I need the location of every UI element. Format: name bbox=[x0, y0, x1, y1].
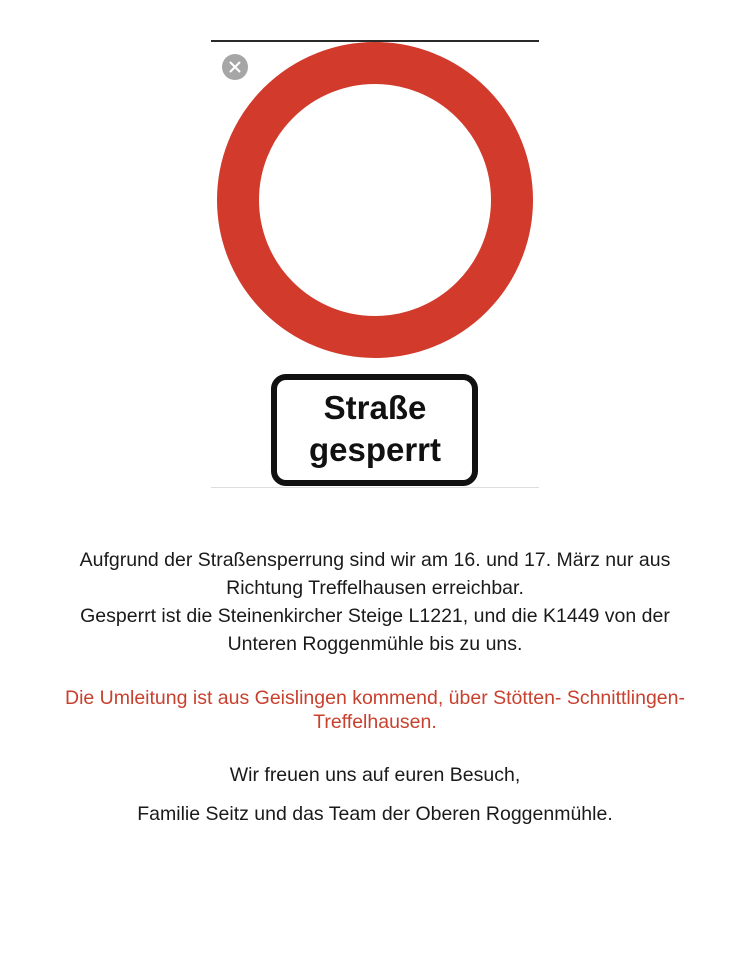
detour-line-1: Die Umleitung ist aus Geislingen kommend, über Stötten- Schnittlingen- bbox=[65, 687, 685, 709]
notice-line-3: Gesperrt ist die Steinenkircher Steige L1221, und die K1449 von der bbox=[80, 605, 670, 627]
signature-text: Familie Seitz und das Team der Oberen Roggenmühle. bbox=[137, 803, 613, 825]
detour-line-2: Treffelhausen. bbox=[313, 711, 437, 733]
prohibition-circle bbox=[238, 63, 512, 337]
popup-image bbox=[211, 40, 539, 488]
close-icon[interactable] bbox=[222, 54, 248, 80]
sign-text-line1: Straße bbox=[323, 389, 427, 426]
notice-line-1: Aufgrund der Straßensperrung sind wir am 16. und 17. März nur aus bbox=[79, 549, 671, 571]
notice-line-4: Unteren Roggenmühle bis zu uns. bbox=[227, 633, 523, 655]
closure-notice bbox=[20, 546, 730, 658]
sign-text-line2: gesperrt bbox=[308, 431, 442, 468]
road-closed-sign-icon bbox=[211, 42, 539, 488]
greeting-text: Wir freuen uns auf euren Besuch, bbox=[229, 764, 521, 786]
close-button[interactable] bbox=[222, 54, 248, 80]
notice-line-2: Richtung Treffelhausen erreichbar. bbox=[226, 577, 524, 599]
detour-notice bbox=[20, 686, 730, 734]
